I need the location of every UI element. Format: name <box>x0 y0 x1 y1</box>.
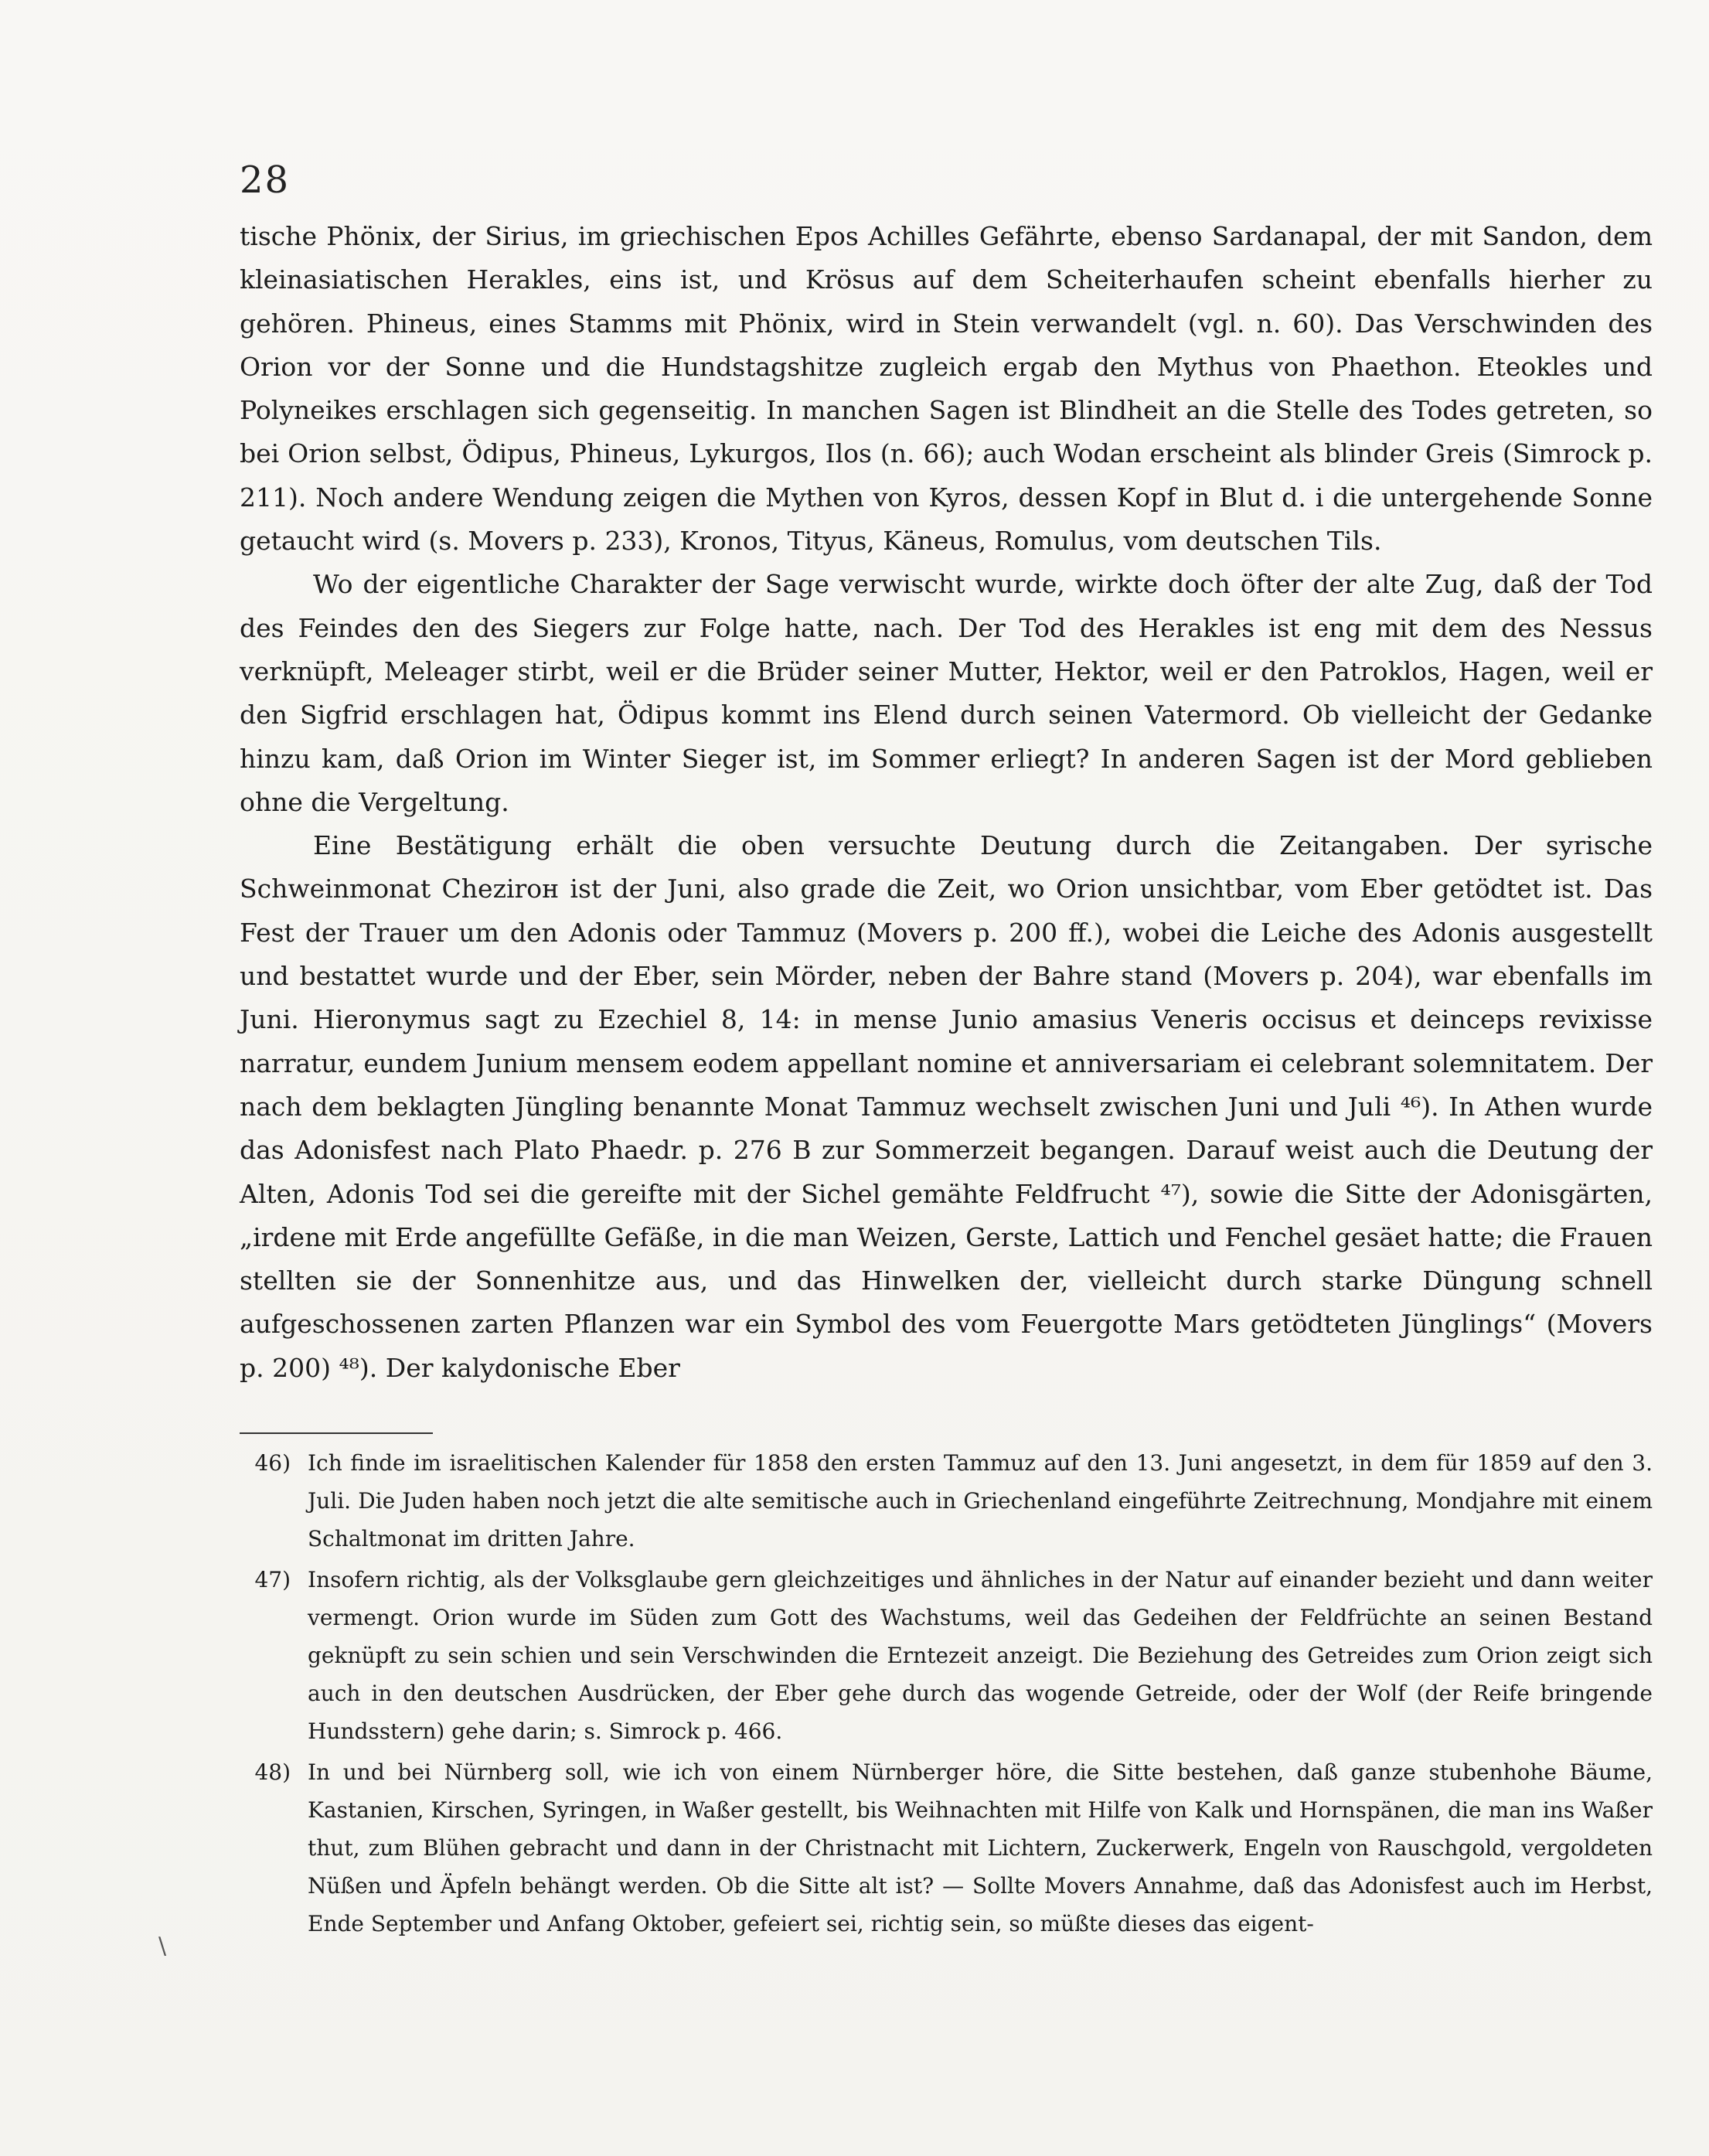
paragraph: Eine Bestätigung erhält die oben versuchte Deutung durch die Zeitangaben. Der syrische Schweinmonat Chezirон ist der Juni, also grade die Zeit, wo Orion unsichtbar, vom Eber getödtet ist. Das Fest der Trauer um den Adonis oder Tammuz (Movers p. 200 ff.), wobei die Leiche des Adonis ausgestellt und bestattet wurde und der Eber, sein Mörder, neben der Bahre stand (Movers p. 204), war ebenfalls im Juni. Hieronymus sagt zu Ezechiel 8, 14: in mense Junio amasius Veneris occisus et deinceps revixisse narratur, eundem Junium mensem eodem appellant nomine et anniversariam ei celebrant solemnitatem. Der nach dem beklagten Jüngling benannte Monat Tammuz wechselt zwischen Juni und Juli ⁴⁶). In Athen wurde das Adonisfest nach Plato Phaedr. p. 276 B zur Sommerzeit begangen. Darauf weist auch die Deutung der Alten, Adonis Tod sei die gereifte mit der Sichel gemähte Feldfrucht ⁴⁷), sowie die Sitte der Adonisgärten, „irdene mit Erde angefüllte Gefäße, in die man Weizen, Gerste, Lattich und Fenchel gesäet hatte; die Frauen stellten sie der Sonnenhitze aus, und das Hinwelken der, vielleicht durch starke Düngung schnell aufgeschossenen zarten Pflanzen war ein Symbol des vom Feuergotte Mars getödteten Jünglings“ (Movers p. 200) ⁴⁸). Der kalydonische Eber <box>240 830 1653 1383</box>
footnote <box>240 1444 1653 1558</box>
footnote <box>240 1753 1653 1943</box>
footnote-number: 47) <box>254 1567 291 1592</box>
margin-mark: \ <box>158 1933 167 1960</box>
footnotes <box>240 1444 1653 1946</box>
footnote-separator <box>240 1432 433 1434</box>
footnote-number: 46) <box>254 1450 291 1476</box>
footnote-text: Insofern richtig, als der Volksglaube gern gleichzeitiges und ähnliches in der Natur auf einander bezieht und dann weiter vermengt. Orion wurde im Süden zum Gott des Wachstums, weil das Gedeihen der Feldfrüchte an seinen Bestand geknüpft zu sein schien und sein Verschwinden die Erntezeit anzeigt. Die Beziehung des Getreides zum Orion zeigt sich auch in den deutschen Ausdrücken, der Eber gehe durch das wogende Getreide, oder der Wolf (der Reife bringende Hundsstern) gehe darin; s. Simrock p. 466. <box>308 1567 1653 1744</box>
footnote <box>240 1561 1653 1750</box>
footnote-number: 48) <box>254 1759 291 1785</box>
main-text <box>240 215 1653 1390</box>
footnote-text: In und bei Nürnberg soll, wie ich von einem Nürnberger höre, die Sitte bestehen, daß ganze stubenhohe Bäume, Kastanien, Kirschen, Syringen, in Waßer gestellt, bis Weihnachten mit Hilfe von Kalk und Hornspänen, die man ins Waßer thut, zum Blühen gebracht und dann in der Christnacht mit Lichtern, Zuckerwerk, Engeln von Rauschgold, vergoldeten Nüßen und Äpfeln behängt werden. Ob die Sitte alt ist? — Sollte Movers Annahme, daß das Adonisfest auch im Herbst, Ende September und Anfang Oktober, gefeiert sei, richtig sein, so müßte dieses das eigent- <box>308 1759 1653 1936</box>
footnote-text: Ich finde im israelitischen Kalender für 1858 den ersten Tammuz auf den 13. Juni angesetzt, in dem für 1859 auf den 3. Juli. Die Juden haben noch jetzt die alte semitische auch in Griechenland eingeführte Zeitrechnung, Mondjahre mit einem Schaltmonat im dritten Jahre. <box>308 1450 1653 1551</box>
paragraph: tische Phönix, der Sirius, im griechischen Epos Achilles Gefährte, ebenso Sardanapal, der mit Sandon, dem kleinasiatischen Herakles, eins ist, und Krösus auf dem Scheiterhaufen scheint ebenfalls hierher zu gehören. Phineus, eines Stamms mit Phönix, wird in Stein verwandelt (vgl. n. 60). Das Verschwinden des Orion vor der Sonne und die Hundstagshitze zugleich ergab den Mythus von Phaethon. Eteokles und Polyneikes erschlagen sich gegenseitig. In manchen Sagen ist Blindheit an die Stelle des Todes getreten, so bei Orion selbst, Ödipus, Phineus, Lykurgos, Ilos (n. 66); auch Wodan erscheint als blinder Greis (Simrock p. 211). Noch andere Wendung zeigen die Mythen von Kyros, dessen Kopf in Blut d. i die untergehende Sonne getaucht wird (s. Movers p. 233), Kronos, Tityus, Käneus, Romulus, vom deutschen Tils. <box>240 221 1653 557</box>
paragraph: Wo der eigentliche Charakter der Sage verwischt wurde, wirkte doch öfter der alte Zug, daß der Tod des Feindes den des Siegers zur Folge hatte, nach. Der Tod des Herakles ist eng mit dem des Nessus verknüpft, Meleager stirbt, weil er die Brüder seiner Mutter, Hektor, weil er den Patroklos, Hagen, weil er den Sigfrid erschlagen hat, Ödipus kommt ins Elend durch seinen Vatermord. Ob vielleicht der Gedanke hinzu kam, daß Orion im Winter Sieger ist, im Sommer erliegt? In anderen Sagen ist der Mord geblieben ohne die Vergeltung. <box>240 569 1653 817</box>
page-number: 28 <box>240 158 291 202</box>
